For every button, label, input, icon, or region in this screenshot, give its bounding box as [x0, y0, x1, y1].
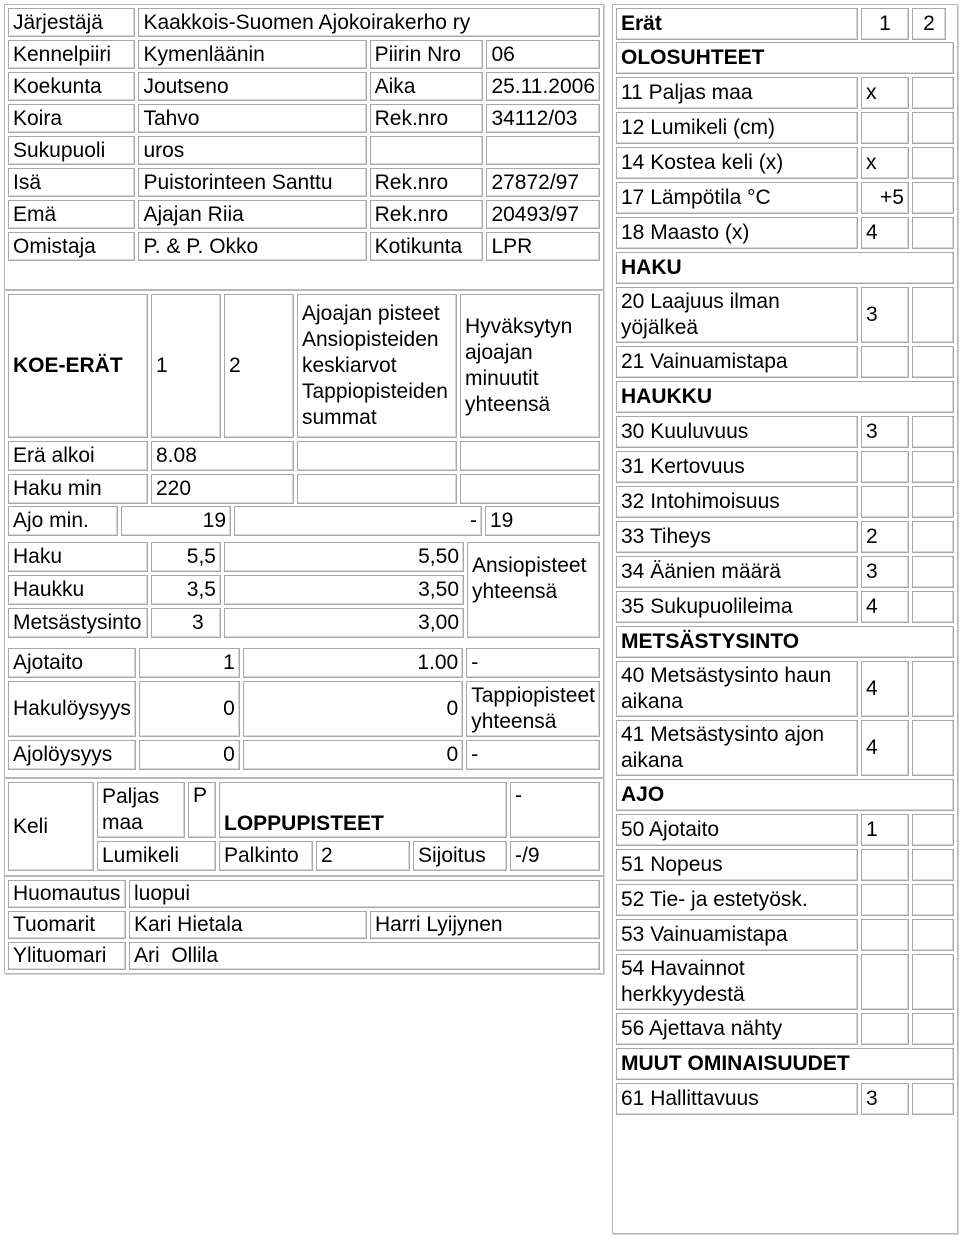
hyvaksytyn-line-3: minuutit [465, 367, 539, 390]
ansio-avg-1: 3,50 [224, 575, 464, 605]
ajoajan-line-5: summat [302, 406, 377, 429]
erat-label: Erät [616, 8, 858, 40]
koe-col-1: 1 [151, 294, 221, 438]
info-value-2: LPR [486, 232, 600, 261]
info-value-2: 34112/03 [486, 104, 600, 133]
score-value-2 [912, 217, 954, 249]
keli-label: Keli [8, 782, 94, 871]
score-value-1: 4 [861, 661, 909, 717]
keli-table [5, 779, 603, 874]
info-row [8, 232, 600, 261]
info-value: Kaakkois-Suomen Ajokoirakerho ry [138, 8, 600, 37]
score-value-2 [912, 1013, 954, 1045]
tuomari-1: Kari Hietala [129, 911, 367, 939]
section-header: OLOSUHTEET [616, 42, 954, 74]
haku-min-value: 220 [151, 474, 294, 504]
section-header-row [616, 626, 954, 658]
score-label: 34 Äänien määrä [616, 556, 858, 588]
info-row [8, 200, 600, 229]
score-value-1: 3 [861, 287, 909, 343]
keli-lumikeli: Lumikeli [97, 841, 216, 871]
ajoajan-line-1: Ajoajan pisteet [302, 302, 440, 325]
score-value-1 [861, 451, 909, 483]
era-alkoi-empty [297, 441, 457, 471]
ansio-v1-0: 5,5 [151, 542, 221, 572]
info-value: Joutseno [138, 72, 366, 101]
info-label: Koira [8, 104, 135, 133]
score-value-2 [912, 346, 954, 378]
info-label-2: Kotikunta [370, 232, 484, 261]
score-label: 61 Hallittavuus [616, 1083, 858, 1115]
score-label-line: aikana [621, 690, 683, 713]
info-label: Koekunta [8, 72, 135, 101]
score-value-2 [912, 814, 954, 846]
hakuloysyys-v1: 0 [139, 681, 240, 737]
score-label: 50 Ajotaito [616, 814, 858, 846]
judges-table [5, 877, 603, 973]
ajo-min-value: 19 [121, 506, 231, 536]
scores-table [613, 39, 957, 1118]
ansio-table [5, 539, 603, 641]
info-value: Puistorinteen Santtu [138, 168, 366, 197]
score-value-2 [912, 77, 954, 109]
score-value-1: 3 [861, 1083, 909, 1115]
ansiopisteet-line-2: yhteensä [472, 580, 558, 603]
hyvaksytyn-header [460, 294, 600, 438]
score-value-1: 1 [861, 814, 909, 846]
score-value-2 [912, 849, 954, 881]
info-label-2: Rek.nro [370, 168, 484, 197]
ylituomari-label: Ylituomari [8, 942, 126, 970]
ansio-v1-2: 3 [151, 608, 221, 638]
score-value-1: 3 [861, 556, 909, 588]
hakuloysyys-avg: 0 [243, 681, 463, 737]
score-value-2 [912, 591, 954, 623]
ajoloysyys-dash: - [466, 740, 600, 770]
score-label: 21 Vainuamistapa [616, 346, 858, 378]
score-value-1 [861, 954, 909, 1010]
score-label-line: 54 Havainnot [621, 957, 745, 980]
score-row [616, 720, 954, 776]
score-row [616, 147, 954, 179]
era-alkoi-value: 8.08 [151, 441, 294, 471]
score-row [616, 182, 954, 214]
score-row [616, 346, 954, 378]
info-value: Ajajan Riia [138, 200, 366, 229]
info-value: P. & P. Okko [138, 232, 366, 261]
sijoitus-value: -/9 [510, 841, 600, 871]
erat-header-table [613, 5, 949, 43]
ajotaito-avg: 1.00 [243, 648, 463, 678]
score-label [616, 954, 858, 1010]
tappiopisteet-line-1: Tappiopisteet [471, 684, 595, 707]
ansiopisteet-yhteensa [467, 542, 600, 638]
score-value-2 [912, 182, 954, 214]
koe-erat-header: KOE-ERÄT [8, 294, 148, 438]
haku-min-empty-2 [460, 474, 600, 504]
info-value-2: 27872/97 [486, 168, 600, 197]
score-row [616, 486, 954, 518]
ansio-label-0: Haku [8, 542, 148, 572]
score-value-2 [912, 147, 954, 179]
score-value-1: 2 [861, 521, 909, 553]
ansio-avg-2: 3,00 [224, 608, 464, 638]
info-label: Järjestäjä [8, 8, 135, 37]
koe-col-2: 2 [224, 294, 294, 438]
score-value-1: x [861, 147, 909, 179]
section-header: HAKU [616, 252, 954, 284]
score-label: 35 Sukupuolileima [616, 591, 858, 623]
score-value-2 [912, 556, 954, 588]
section-header: MUUT OMINAISUUDET [616, 1048, 954, 1080]
info-label-2: Rek.nro [370, 200, 484, 229]
score-value-1: 3 [861, 416, 909, 448]
haku-min-label: Haku min [8, 474, 148, 504]
info-value: Tahvo [138, 104, 366, 133]
hyvaksytyn-line-1: Hyväksytyn [465, 315, 573, 338]
ansiopisteet-line-1: Ansiopisteet [472, 554, 587, 577]
palkinto-value: 2 [316, 841, 410, 871]
ajoloysyys-v1: 0 [139, 740, 240, 770]
score-row [616, 556, 954, 588]
palkinto-label: Palkinto [219, 841, 313, 871]
section-header-row [616, 42, 954, 74]
score-value-2 [912, 287, 954, 343]
info-row [8, 40, 600, 69]
score-label: 31 Kertovuus [616, 451, 858, 483]
score-label-line: 41 Metsästysinto ajon [621, 723, 825, 746]
info-label: Isä [8, 168, 135, 197]
era-alkoi-label: Erä alkoi [8, 441, 148, 471]
info-table [5, 5, 603, 264]
score-value-1: 4 [861, 217, 909, 249]
paljas-line-1: Paljas [102, 785, 160, 808]
ajoajan-line-4: Tappiopisteiden [302, 380, 448, 403]
tuomarit-label: Tuomarit [8, 911, 126, 939]
score-label: 17 Lämpötila °C [616, 182, 858, 214]
info-label: Omistaja [8, 232, 135, 261]
ajotaito-v1: 1 [139, 648, 240, 678]
score-value-2 [912, 112, 954, 144]
ylituomari-value: Ari Ollila [129, 942, 600, 970]
tappiopisteet-line-2: yhteensä [471, 710, 557, 733]
score-value-2 [912, 919, 954, 951]
score-row [616, 849, 954, 881]
score-label-line: 20 Laajuus ilman [621, 290, 780, 313]
info-row [8, 104, 600, 133]
score-label: 14 Kostea keli (x) [616, 147, 858, 179]
huomautus-value: luopui [129, 880, 600, 908]
score-value-1: 4 [861, 720, 909, 776]
info-value-2 [486, 136, 600, 165]
score-row [616, 217, 954, 249]
ajotaito-dash: - [466, 648, 600, 678]
score-label: 30 Kuuluvuus [616, 416, 858, 448]
score-value-2 [912, 451, 954, 483]
ajoloysyys-avg: 0 [243, 740, 463, 770]
ajo-min-label: Ajo min. [8, 506, 118, 536]
info-label: Sukupuoli [8, 136, 135, 165]
huomautus-label: Huomautus [8, 880, 126, 908]
tappio-table [5, 645, 603, 773]
info-value-2: 06 [486, 40, 600, 69]
score-label-line: herkkyydestä [621, 983, 745, 1006]
section-header: AJO [616, 779, 954, 811]
section-header: HAUKKU [616, 381, 954, 413]
koe-table [5, 291, 603, 507]
loppupisteet-label: LOPPUPISTEET [219, 782, 507, 838]
score-value-2 [912, 720, 954, 776]
score-row [616, 884, 954, 916]
score-row [616, 661, 954, 717]
score-label [616, 287, 858, 343]
info-value: Kymenläänin [138, 40, 366, 69]
score-value-1 [861, 849, 909, 881]
score-row [616, 77, 954, 109]
info-value-2: 20493/97 [486, 200, 600, 229]
score-value-1 [861, 1013, 909, 1045]
score-label: 32 Intohimoisuus [616, 486, 858, 518]
score-row [616, 814, 954, 846]
score-label-line: yöjälkeä [621, 316, 699, 339]
ansio-label-1: Haukku [8, 575, 148, 605]
ajoajan-line-2: Ansiopisteiden [302, 328, 439, 351]
score-value-1: 4 [861, 591, 909, 623]
tuomari-2: Harri Lyijynen [370, 911, 600, 939]
info-label-2: Piirin Nro [370, 40, 484, 69]
ajoajan-line-3: keskiarvot [302, 354, 397, 377]
score-value-2 [912, 486, 954, 518]
haku-min-empty [297, 474, 457, 504]
tappiopisteet-yhteensa [466, 681, 600, 737]
info-value-2: 25.11.2006 [486, 72, 600, 101]
keli-panel [4, 778, 604, 876]
koe-panel [4, 290, 604, 778]
section-header-row [616, 1048, 954, 1080]
score-label: 51 Nopeus [616, 849, 858, 881]
score-row [616, 1013, 954, 1045]
keli-paljas-maa [97, 782, 185, 838]
score-value-1 [861, 486, 909, 518]
info-row [8, 8, 600, 37]
info-label: Emä [8, 200, 135, 229]
score-label: 53 Vainuamistapa [616, 919, 858, 951]
section-header-row [616, 252, 954, 284]
score-label: 18 Maasto (x) [616, 217, 858, 249]
score-value-1: +5 [861, 182, 909, 214]
info-row [8, 168, 600, 197]
score-label: 33 Tiheys [616, 521, 858, 553]
score-row [616, 287, 954, 343]
score-label: 12 Lumikeli (cm) [616, 112, 858, 144]
ajotaito-label: Ajotaito [8, 648, 136, 678]
score-value-1 [861, 919, 909, 951]
score-value-2 [912, 884, 954, 916]
hyvaksytyn-line-4: yhteensä [465, 393, 551, 416]
paljas-line-2: maa [102, 811, 143, 834]
score-row [616, 1083, 954, 1115]
score-value-1 [861, 884, 909, 916]
score-row [616, 919, 954, 951]
score-value-1 [861, 346, 909, 378]
score-value-2 [912, 521, 954, 553]
info-label: Kennelpiiri [8, 40, 135, 69]
score-label-line: aikana [621, 749, 683, 772]
ajoloysyys-label: Ajolöysyys [8, 740, 136, 770]
score-value-1 [861, 112, 909, 144]
score-label [616, 661, 858, 717]
info-row [8, 72, 600, 101]
ansio-avg-0: 5,50 [224, 542, 464, 572]
loppupisteet-value: - [510, 782, 600, 838]
ajo-min-dash: - [234, 506, 482, 536]
score-value-1: x [861, 77, 909, 109]
keli-p-mark: P [188, 782, 216, 838]
score-row [616, 591, 954, 623]
score-row [616, 451, 954, 483]
score-label [616, 720, 858, 776]
score-value-2 [912, 954, 954, 1010]
score-row [616, 112, 954, 144]
ajo-min-total: 19 [485, 506, 600, 536]
score-label: 56 Ajettava nähty [616, 1013, 858, 1045]
ajoajan-pisteet-header [297, 294, 457, 438]
section-header: METSÄSTYSINTO [616, 626, 954, 658]
score-value-2 [912, 661, 954, 717]
section-header-row [616, 381, 954, 413]
score-row [616, 416, 954, 448]
info-row [8, 136, 600, 165]
score-row [616, 954, 954, 1010]
info-label-2 [370, 136, 484, 165]
score-value-2 [912, 416, 954, 448]
section-header-row [616, 779, 954, 811]
hyvaksytyn-line-2: ajoajan [465, 341, 533, 364]
ansio-label-2: Metsästysinto [8, 608, 148, 638]
erat-col-1: 1 [861, 8, 909, 40]
info-label-2: Rek.nro [370, 104, 484, 133]
judges-panel [4, 876, 604, 974]
info-panel [4, 4, 604, 290]
erat-col-2: 2 [912, 8, 946, 40]
score-label: 11 Paljas maa [616, 77, 858, 109]
info-label-2: Aika [370, 72, 484, 101]
score-row [616, 521, 954, 553]
score-label-line: 40 Metsästysinto haun [621, 664, 832, 687]
era-alkoi-empty-2 [460, 441, 600, 471]
info-value: uros [138, 136, 366, 165]
score-label: 52 Tie- ja estetyösk. [616, 884, 858, 916]
ansio-v1-1: 3,5 [151, 575, 221, 605]
scores-panel [612, 4, 958, 1234]
hakuloysyys-label: Hakulöysyys [8, 681, 136, 737]
sijoitus-label: Sijoitus [413, 841, 507, 871]
score-value-2 [912, 1083, 954, 1115]
ajo-min-table [5, 503, 603, 539]
